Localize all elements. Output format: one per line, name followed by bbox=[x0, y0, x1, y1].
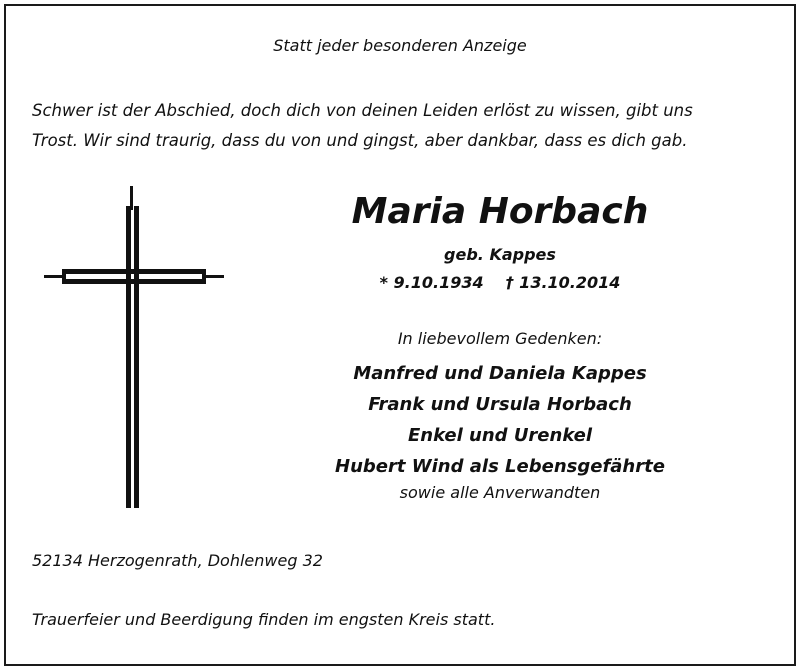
funeral-note: Trauerfeier und Beerdigung finden im engsten Kreis statt. bbox=[32, 610, 496, 629]
memory-intro: In liebevollem Gedenken: bbox=[397, 329, 603, 348]
birth-date: * 9.10.1934 bbox=[379, 273, 484, 292]
mourners-list bbox=[300, 358, 700, 482]
life-dates bbox=[300, 272, 700, 294]
cross-icon bbox=[44, 186, 224, 514]
poem-line-1: Schwer ist der Abschied, doch dich von deinen Leiden erlöst zu wissen, gibt uns bbox=[32, 101, 693, 120]
mourner-2: Frank und Ursula Horbach bbox=[368, 394, 632, 415]
birth-name: geb. Kappes bbox=[444, 245, 556, 264]
address: 52134 Herzogenrath, Dohlenweg 32 bbox=[32, 551, 323, 570]
mourner-3: Enkel und Urenkel bbox=[407, 425, 593, 446]
relatives: sowie alle Anverwandten bbox=[399, 483, 601, 502]
mourner-1: Manfred und Daniela Kappes bbox=[353, 363, 647, 384]
poem bbox=[32, 96, 772, 156]
deceased-name: Maria Horbach bbox=[351, 191, 649, 232]
mourner-4: Hubert Wind als Lebensgefährte bbox=[335, 456, 665, 477]
deceased-block bbox=[300, 188, 700, 504]
notice-header: Statt jeder besonderen Anzeige bbox=[273, 36, 527, 55]
death-date: † 13.10.2014 bbox=[505, 273, 621, 292]
poem-line-2: Trost. Wir sind traurig, dass du von und gingst, aber dankbar, dass es dich gab. bbox=[32, 131, 688, 150]
